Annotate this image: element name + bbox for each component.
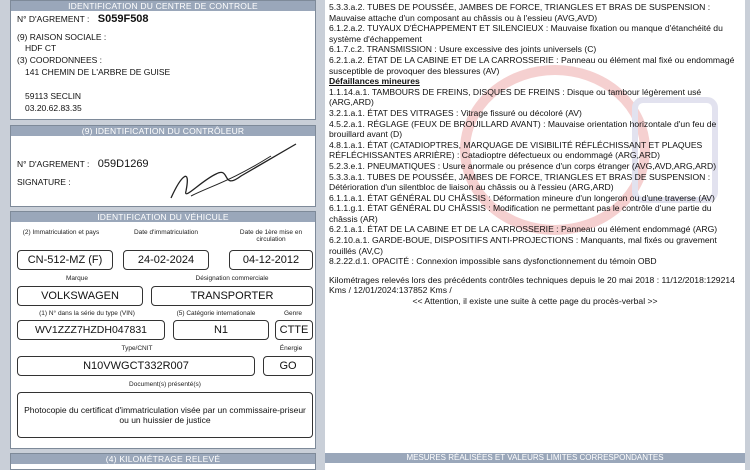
- label-date-circ: Date de 1ère mise en circulation: [239, 229, 303, 243]
- controller-header: (9) IDENTIFICATION DU CONTRÔLEUR: [11, 126, 315, 136]
- report-line: 6.1.7.c.2. TRANSMISSION : Usure excessive des joints universels (C): [329, 44, 597, 55]
- raison-value: HDF CT: [25, 43, 57, 53]
- report-line: 6.1.2.a.2. TUYAUX D'ÉCHAPPEMENT ET SILENCIEUX : Mauvaise fixation ou manque d'étanchéité du système d'échappement: [329, 23, 723, 44]
- docs-field: Photocopie du certificat d'immatriculation visée par un commissaire-priseur ou un huissier de justice: [17, 392, 313, 438]
- vehicle-panel: [10, 211, 316, 449]
- minor-line: 4.5.2.a.1. RÉGLAGE (FEUX DE BROUILLARD AVANT) : Mauvaise orientation horizontale d'un feu de brouillard avant (D): [329, 118, 717, 140]
- controller-agrement-label: N° D'AGREMENT :: [17, 159, 90, 169]
- minor-line: 5.3.3.a.1. TUBES DE POUSSÉE, JAMBES DE FORCE, TRIANGLES ET BRAS DE SUSPENSION : Détérioration d'un silentbloc de liaison au châssis ou à l'essieu (ARG,ARD): [329, 171, 711, 193]
- report-panel: [325, 0, 745, 470]
- label-energie: Énergie: [279, 345, 303, 352]
- minor-line: 8.2.22.d.1. OPACITÉ : Connexion impossible sans dysfonctionnement du témoin OBD: [329, 256, 657, 267]
- designation-field: TRANSPORTER: [151, 286, 313, 306]
- label-date-immat: Date d'immatriculation: [133, 229, 199, 236]
- attention-note: << Attention, il existe une suite à cette page du procès-verbal >>: [412, 296, 658, 307]
- center-agrement-value: S059F508: [97, 13, 149, 25]
- vin-field: WV1ZZZ7HZDH047831: [17, 320, 165, 340]
- center-header: IDENTIFICATION DU CENTRE DE CONTROLE: [11, 1, 315, 11]
- center-panel: [10, 0, 316, 120]
- type-field: N10VWGCT332R007: [17, 356, 255, 376]
- minor-line: 1.1.14.a.1. TAMBOURS DE FREINS, DISQUES DE FREINS : Disque ou tambour légèrement usé (ARG,ARD): [329, 86, 702, 108]
- report-line: 6.2.1.a.2. ÉTAT DE LA CABINE ET DE LA CARROSSERIE : Panneau ou élément mal fixé ou endommagé susceptible de provoquer des blessures (AV): [329, 54, 735, 76]
- minor-line: 4.8.1.a.1. ÉTAT (CATADIOPTRES, MARQUAGE DE VISIBILITÉ RÉFLÉCHISSANT ET PLAQUES RÉFLÉCHISSANTES ARRIÈRE) : Catadioptre défectueux ou endommagé (ARG,ARD): [329, 139, 703, 161]
- address-line: 141 CHEMIN DE L'ARBRE DE GUISE: [25, 67, 171, 77]
- phone: 03.20.62.83.35: [25, 103, 82, 113]
- minor-line: 6.1.1.g.1. ÉTAT GÉNÉRAL DU CHÂSSIS : Modification ne permettant pas le contrôle d'une partie du châssis (AR): [329, 203, 712, 224]
- coord-label: (3) COORDONNEES :: [17, 55, 103, 65]
- signature-image: [161, 136, 301, 206]
- label-cat: (5) Catégorie internationale: [176, 310, 256, 317]
- label-type: Type/CNIT: [121, 345, 153, 352]
- label-docs: Document(s) présenté(s): [129, 381, 201, 388]
- minor-line: 6.2.1.a.1. ÉTAT DE LA CABINE ET DE LA CARROSSERIE : Panneau ou élément endommagé (ARG): [329, 224, 718, 235]
- minor-header: Défaillances mineures: [329, 76, 420, 87]
- raison-label: (9) RAISON SOCIALE :: [17, 32, 107, 42]
- marque-field: VOLKSWAGEN: [17, 286, 143, 306]
- minor-line: 6.1.1.a.1. ÉTAT GÉNÉRAL DU CHÂSSIS : Déformation mineure d'un longeron ou d'une traverse (AV): [329, 192, 715, 203]
- label-genre: Genre: [283, 310, 303, 317]
- km-note: Kilométrages relevés lors des précédents contrôles techniques depuis le 20 mai 2018 : 11/12/2018:129214 Kms / 12/01/2024:137852 Kms /: [329, 274, 735, 296]
- vehicle-header: IDENTIFICATION DU VÉHICULE: [11, 212, 315, 222]
- date-circ-field: 04-12-2012: [229, 250, 313, 270]
- minor-line: 6.2.10.a.1. GARDE-BOUE, DISPOSITIFS ANTI-PROJECTIONS : Manquants, mal fixés ou gravement rouillés (AV,C): [329, 235, 717, 256]
- date-immat-field: 24-02-2024: [123, 250, 209, 270]
- cat-field: N1: [173, 320, 269, 340]
- controller-agrement-value: 059D1269: [97, 158, 149, 170]
- label-immat: (2) Immatriculation et pays: [22, 229, 100, 236]
- left-column: [10, 0, 318, 470]
- city: 59113 SECLIN: [25, 91, 82, 101]
- center-agrement-label: N° D'AGREMENT :: [17, 14, 90, 24]
- genre-field: CTTE: [275, 320, 313, 340]
- km-header: (4) KILOMÉTRAGE RELEVÉ: [11, 454, 315, 464]
- label-marque: Marque: [65, 275, 89, 282]
- report-line: 5.3.3.a.2. TUBES DE POUSSÉE, JAMBES DE FORCE, TRIANGLES ET BRAS DE SUSPENSION : Mauvaise attache d'un composant au châssis ou à l'essieu (AVG,AVD): [329, 2, 711, 23]
- immat-field: CN-512-MZ (F): [17, 250, 113, 270]
- km-panel: [10, 453, 316, 470]
- label-vin: (1) N° dans la série du type (VIN): [39, 310, 135, 317]
- energie-field: GO: [263, 356, 313, 376]
- controller-panel: [10, 125, 316, 207]
- minor-line: 3.2.1.a.1. ÉTAT DES VITRAGES : Vitrage fissuré ou décoloré (AV): [329, 107, 582, 118]
- minor-line: 5.2.3.e.1. PNEUMATIQUES : Usure anormale ou présence d'un corps étranger (AVG,AVD,ARG,ARD): [329, 160, 717, 171]
- measures-header: MESURES RÉALISÉES ET VALEURS LIMITES CORRESPONDANTES: [325, 453, 745, 463]
- signature-label: SIGNATURE :: [17, 177, 71, 187]
- label-designation: Désignation commerciale: [195, 275, 269, 282]
